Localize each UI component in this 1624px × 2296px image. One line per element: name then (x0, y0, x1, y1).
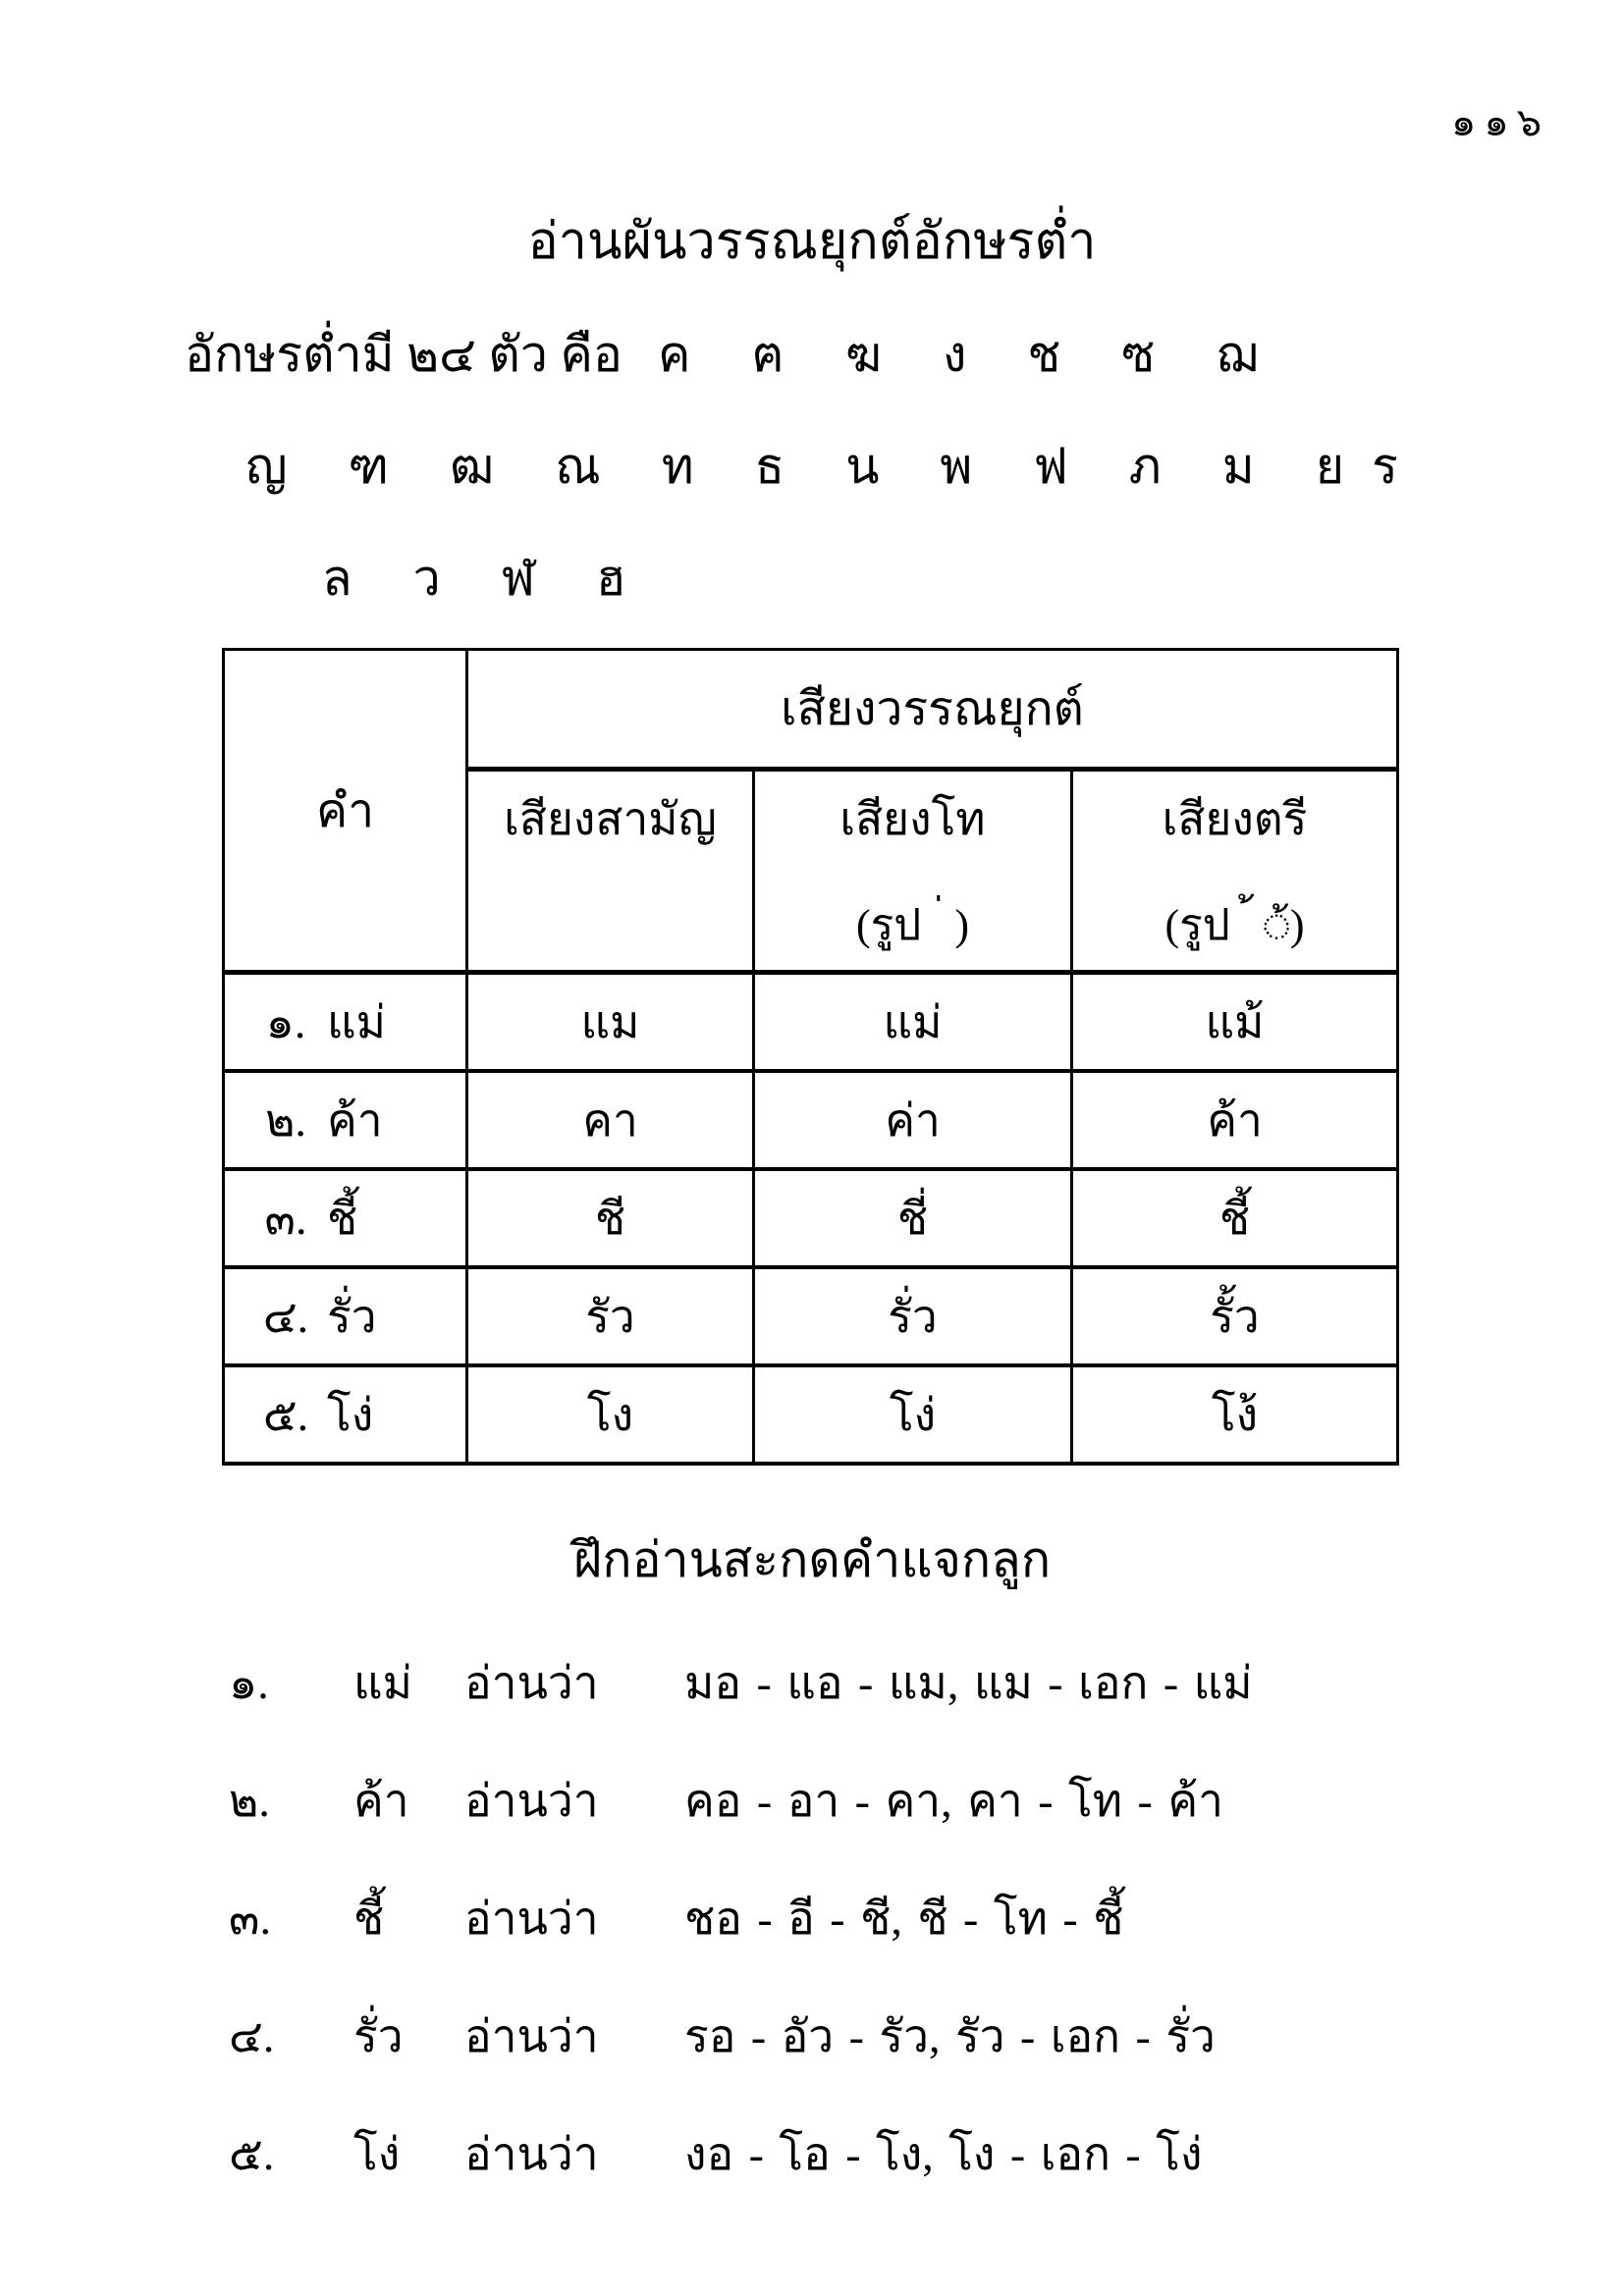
row-number: ๑. (265, 996, 306, 1047)
cell-tho: รั่ว (754, 1267, 1072, 1365)
cell-tri: ชี้ (1072, 1169, 1398, 1267)
consonant-letter: ฮ (595, 551, 626, 606)
low-class-consonants-line-2 (245, 428, 1398, 506)
reads-as-label: อ่านว่า (464, 1658, 599, 1708)
intro-prefix: อักษรต่ำมี ๒๔ ตัว คือ (185, 327, 623, 382)
consonant-letter: ฌ (1216, 327, 1258, 382)
consonant-letter: ฟ (1033, 439, 1068, 494)
consonant-letter: ท (661, 439, 694, 494)
table-row (224, 973, 1398, 1072)
consonant-letter: ฆ (844, 327, 882, 382)
practice-number: ๕. (229, 2129, 275, 2179)
header-tho-mark-form: (รูป ่ ) (855, 901, 970, 949)
practice-word: ชี้ (353, 1894, 385, 1944)
cell-tho: ค่า (754, 1071, 1072, 1169)
table-row (224, 1169, 1398, 1267)
consonant-letter: ญ (245, 439, 288, 494)
practice-spelling: งอ - โอ - โง, โง - เอก - โง่ (684, 2129, 1203, 2179)
practice-word: ค้า (353, 1776, 409, 1826)
practice-number: ๑. (229, 1658, 269, 1708)
page-number: ๑๑๖ (1451, 100, 1550, 144)
tone-table (222, 648, 1399, 1466)
consonant-letter: ภ (1128, 439, 1162, 494)
reads-as-label: อ่านว่า (464, 2011, 599, 2061)
practice-spelling: คอ - อา - คา, คา - โท - ค้า (684, 1776, 1223, 1826)
table-header-saman (467, 770, 754, 973)
practice-line (229, 2001, 1216, 2072)
practice-spelling: มอ - แอ - แม, แม - เอก - แม่ (684, 1658, 1253, 1708)
cell-tri: แม้ (1072, 973, 1398, 1072)
row-word: โง่ (327, 1389, 374, 1440)
cell-tri: รั้ว (1072, 1267, 1398, 1365)
tone-table-grid (222, 648, 1399, 1466)
cell-tho: แม่ (754, 973, 1072, 1072)
practice-line (229, 2118, 1202, 2190)
practice-word: โง่ (353, 2129, 401, 2179)
consonant-letter: ล (322, 551, 352, 606)
practice-spelling: รอ - อัว - รัว, รัว - เอก - รั่ว (684, 2011, 1216, 2061)
table-row (224, 1267, 1398, 1365)
consonant-letter: ณ (555, 439, 601, 494)
consonant-letter: ม (1221, 439, 1255, 494)
reads-as-label: อ่านว่า (464, 2129, 599, 2179)
row-word: แม่ (327, 996, 386, 1047)
consonant-letter: ง (942, 327, 967, 382)
row-word: รั่ว (327, 1291, 377, 1342)
table-header-word: คำ (224, 650, 467, 973)
reads-as-label: อ่านว่า (464, 1776, 599, 1826)
header-tho-label: เสียงโท (839, 794, 986, 844)
header-saman-label: เสียงสามัญ (504, 794, 717, 844)
row-word: ชี้ (327, 1193, 358, 1244)
cell-saman: แม (467, 973, 754, 1072)
table-header-tri (1072, 770, 1398, 973)
cell-tri: ค้า (1072, 1071, 1398, 1169)
row-number: ๓. (264, 1193, 307, 1244)
practice-line (229, 1883, 1123, 1954)
reads-as-label: อ่านว่า (464, 1894, 599, 1944)
practice-line (229, 1765, 1223, 1837)
cell-tho: โง่ (754, 1365, 1072, 1464)
cell-tho: ชี่ (754, 1169, 1072, 1267)
consonant-letter: ว (412, 551, 441, 606)
practice-number: ๓. (229, 1894, 271, 1944)
consonant-letter: ฒ (450, 439, 495, 494)
consonant-letter: ฬ (501, 551, 535, 606)
consonant-letter: ซ (1121, 327, 1156, 382)
consonant-letter: ย (1315, 439, 1344, 494)
row-number: ๕. (262, 1389, 309, 1440)
consonant-letter: ฑ (348, 439, 390, 494)
row-number: ๔. (262, 1291, 309, 1342)
page-title: อ่านผันวรรณยุกต์อักษรต่ำ (527, 214, 1097, 270)
practice-number: ๔. (229, 2011, 275, 2061)
cell-tri: โง้ (1072, 1365, 1398, 1464)
consonant-letter: น (845, 439, 880, 494)
consonant-letter: พ (940, 439, 973, 494)
consonant-letter: ช (1027, 327, 1061, 382)
practice-word: รั่ว (353, 2011, 404, 2061)
table-row (224, 1071, 1398, 1169)
cell-saman: คา (467, 1071, 754, 1169)
cell-saman: โง (467, 1365, 754, 1464)
practice-number: ๒. (229, 1776, 270, 1826)
practice-spelling: ชอ - อี - ชี, ชี - โท - ชี้ (684, 1894, 1124, 1944)
table-row (224, 1365, 1398, 1464)
low-class-consonants-line-3 (322, 540, 625, 617)
practice-word: แม่ (353, 1658, 412, 1708)
row-number: ๒. (265, 1095, 306, 1146)
consonant-letter: ค (657, 327, 691, 382)
cell-saman: ชี (467, 1169, 754, 1267)
table-header-tho (754, 770, 1072, 973)
cell-saman: รัว (467, 1267, 754, 1365)
consonant-letter: ฅ (751, 327, 785, 382)
consonant-letter: ร (1371, 439, 1398, 494)
low-class-consonants-line-1 (185, 316, 1258, 394)
practice-section-heading: ฝึกอ่านสะกดคำแจกลูก (572, 1532, 1052, 1587)
table-header-tone-sound: เสียงวรรณยุกต์ (467, 650, 1398, 770)
row-word: ค้า (327, 1095, 383, 1146)
practice-line (229, 1647, 1253, 1719)
header-tri-mark-form: (รูป ้ ◌้) (1164, 901, 1305, 949)
consonant-letter: ธ (754, 439, 785, 494)
header-tri-label: เสียงตรี (1162, 794, 1308, 844)
